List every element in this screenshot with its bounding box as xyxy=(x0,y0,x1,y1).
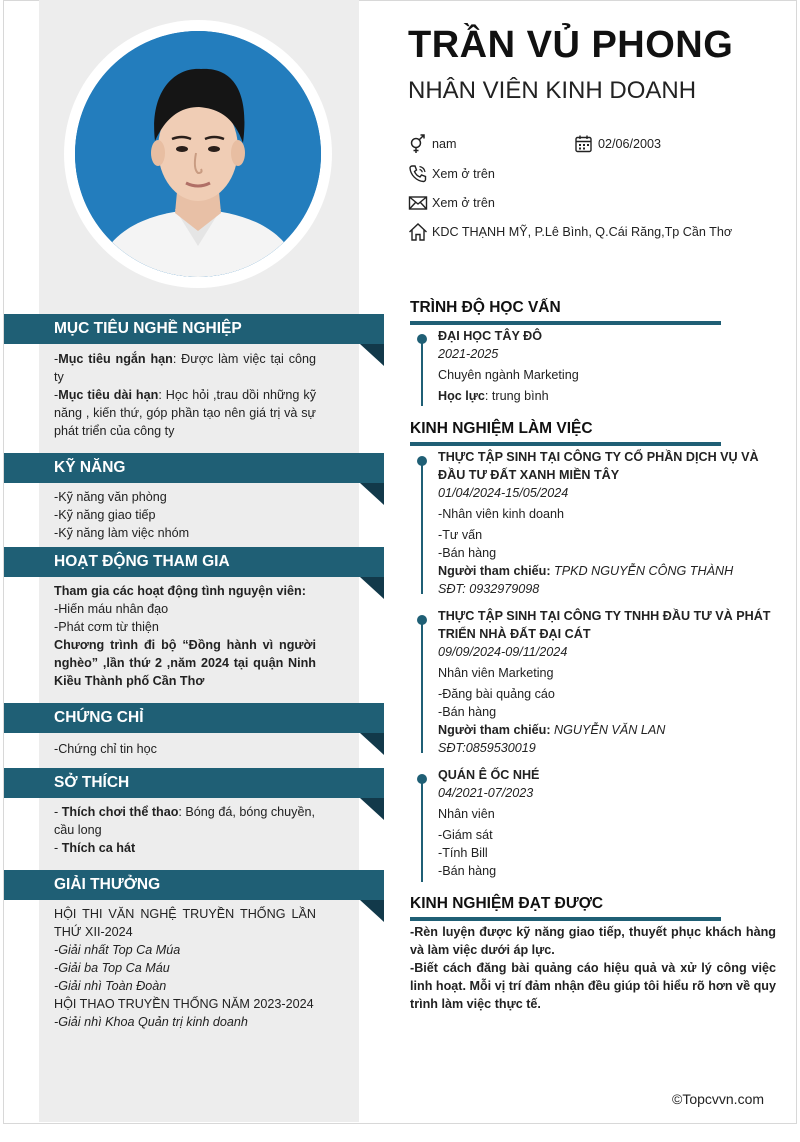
award-event: HỘI THI VĂN NGHỆ TRUYỀN THỐNG LẦN THỨ XII-2024 xyxy=(54,907,316,939)
job-task: -Bán hàng xyxy=(438,705,497,719)
certificate-item: -Chứng chỉ tin học xyxy=(54,742,157,756)
gender-row xyxy=(408,134,457,154)
reference-name: NGUYỄN VĂN LAN xyxy=(550,723,666,737)
job-role: -Nhân viên kinh doanh xyxy=(438,507,565,521)
avatar xyxy=(75,31,321,277)
achievement-item: -Biết cách đăng bài quảng cáo hiệu quả và xử lý công việc linh hoạt. Mỗi vị trí đảm nhận đều giúp tôi hiểu rõ hơn về quy trình làm việc thực tế. xyxy=(410,961,776,1011)
job-role: Nhân viên Marketing xyxy=(438,666,554,680)
long-term-label: Mục tiêu dài hạn xyxy=(58,388,159,402)
home-icon xyxy=(408,222,428,242)
reference-label: Người tham chiếu: xyxy=(438,723,551,737)
email-value: Xem ở trên xyxy=(432,196,495,210)
award-event: HỘI THAO TRUYỀN THỐNG NĂM 2023-2024 xyxy=(54,997,314,1011)
hobby-bullet: - xyxy=(54,805,62,819)
activities-intro: Tham gia các hoạt động tình nguyện viên: xyxy=(54,584,306,598)
objective-heading: MỤC TIÊU NGHỀ NGHIỆP xyxy=(4,314,384,344)
ribbon-fold xyxy=(360,900,384,922)
gender-value: nam xyxy=(432,137,457,151)
job-block xyxy=(438,607,778,757)
job-title: NHÂN VIÊN KINH DOANH xyxy=(408,77,697,104)
job-task: -Bán hàng xyxy=(438,864,497,878)
hobbies-section xyxy=(4,768,384,857)
education-block xyxy=(438,327,778,405)
birthday-value: 02/06/2003 xyxy=(598,137,662,151)
grade-value: : trung bình xyxy=(484,389,549,403)
short-term-text: : Được làm việc tại công ty xyxy=(54,352,316,384)
reference-label: Người tham chiếu: xyxy=(438,564,551,578)
job-period: 01/04/2024-15/05/2024 xyxy=(438,486,569,500)
ribbon-fold xyxy=(360,733,384,755)
activities-body xyxy=(4,577,384,690)
education-timeline-dot xyxy=(417,334,427,344)
activities-heading: HOẠT ĐỘNG THAM GIA xyxy=(4,547,384,577)
skills-heading: KỸ NĂNG xyxy=(4,453,384,483)
job-period: 09/09/2024-09/11/2024 xyxy=(438,645,568,659)
email-icon xyxy=(408,193,428,213)
certificates-heading: CHỨNG CHỈ xyxy=(4,703,384,733)
avatar-portrait-icon xyxy=(75,31,321,277)
hobby-sing xyxy=(54,839,316,857)
birthday-row xyxy=(574,134,661,154)
hobbies-heading: SỞ THÍCH xyxy=(4,768,384,798)
skill-item: -Kỹ năng làm việc nhóm xyxy=(54,526,190,540)
awards-heading: GIẢI THƯỞNG xyxy=(4,870,384,900)
activity-program: Chương trình đi bộ “Đồng hành vì người nghèo” ,lần thứ 2 ,năm 2024 tại quận Ninh Kiều Thành phố Cần Thơ xyxy=(54,638,316,688)
address-row xyxy=(408,222,732,242)
education-grade xyxy=(438,387,778,405)
reference-name: TPKD NGUYỄN CÔNG THÀNH xyxy=(550,564,734,578)
certificates-section xyxy=(4,703,384,758)
copyright-footer: ©Topcvvn.com xyxy=(672,1091,765,1107)
award-item: -Giải nhì Khoa Quản trị kinh doanh xyxy=(54,1015,248,1029)
achievements-body xyxy=(410,923,776,1013)
job-timeline-line xyxy=(421,623,423,753)
phone-row xyxy=(408,164,495,184)
skill-item: -Kỹ năng giao tiếp xyxy=(54,508,156,522)
awards-body xyxy=(4,900,384,1031)
job-task: -Đăng bài quảng cáo xyxy=(438,687,555,701)
activity-item: -Phát cơm từ thiện xyxy=(54,620,159,634)
hobbies-body xyxy=(4,798,384,857)
address-value: KDC THẠNH MỸ, P.Lê Bình, Q.Cái Răng,Tp Cần Thơ xyxy=(432,225,733,239)
short-term-objective: -Mục tiêu ngắn hạn: Được làm việc tại công ty xyxy=(54,352,316,384)
hobby-sport xyxy=(54,803,316,839)
job-role: Nhân viên xyxy=(438,807,495,821)
hobby-bullet: - xyxy=(54,841,62,855)
achievements-heading: KINH NGHIỆM ĐẠT ĐƯỢC xyxy=(410,895,721,921)
award-item: -Giải ba Top Ca Máu xyxy=(54,961,170,975)
award-item: -Giải nhì Toàn Đoàn xyxy=(54,979,167,993)
skill-item: -Kỹ năng văn phòng xyxy=(54,490,167,504)
activities-section xyxy=(4,547,384,690)
job-task: -Bán hàng xyxy=(438,546,497,560)
job-period: 04/2021-07/2023 xyxy=(438,786,534,800)
award-item: -Giải nhất Top Ca Múa xyxy=(54,943,181,957)
candidate-name: TRẦN VỦ PHONG xyxy=(408,24,734,66)
certificates-body xyxy=(4,733,384,758)
job-task: -Giám sát xyxy=(438,828,493,842)
hobby-sport-label: Thích chơi thể thao xyxy=(61,805,179,819)
job-block xyxy=(438,448,778,598)
hobby-sing-label: Thích ca hát xyxy=(61,841,136,855)
long-term-objective: -Mục tiêu dài hạn: Học hỏi ,trau dồi những kỹ năng , kiến thứ, góp phần tạo nên giá trị và sự phát triển của công ty xyxy=(54,388,316,438)
ribbon-fold xyxy=(360,344,384,366)
objective-section xyxy=(4,314,384,440)
short-term-label: Mục tiêu ngắn hạn xyxy=(58,352,173,366)
calendar-icon xyxy=(574,134,594,154)
job-reference xyxy=(438,562,778,580)
objective-body xyxy=(4,344,384,440)
gender-icon xyxy=(408,134,428,154)
job-task: -Tính Bill xyxy=(438,846,488,860)
experience-heading: KINH NGHIỆM LÀM VIỆC xyxy=(410,420,721,446)
ribbon-fold xyxy=(360,798,384,820)
hobby-sport-text: : Bóng đá, bóng chuyền, cầu long xyxy=(54,805,315,837)
job-timeline-dot xyxy=(417,456,427,466)
reference-phone: SĐT: 0932979098 xyxy=(438,582,540,596)
skills-section xyxy=(4,453,384,542)
school-name: ĐẠI HỌC TÂY ĐÔ xyxy=(438,329,543,343)
ribbon-fold xyxy=(360,483,384,505)
job-company: THỰC TẬP SINH TẠI CÔNG TY CỔ PHẦN DỊCH VỤ VÀ ĐẦU TƯ ĐẤT XANH MIỀN TÂY xyxy=(438,450,759,482)
reference-phone: SĐT:0859530019 xyxy=(438,741,536,755)
job-company: QUÁN Ê ỐC NHÉ xyxy=(438,768,540,782)
job-timeline-line xyxy=(421,782,423,882)
grade-label: Học lực xyxy=(438,389,485,403)
achievement-item: -Rèn luyện được kỹ năng giao tiếp, thuyết phục khách hàng và làm việc dưới áp lực. xyxy=(410,925,776,957)
education-heading: TRÌNH ĐỘ HỌC VẤN xyxy=(410,299,721,325)
awards-section xyxy=(4,870,384,1031)
skills-body xyxy=(4,483,384,542)
job-task: -Tư vấn xyxy=(438,528,483,542)
phone-value: Xem ở trên xyxy=(432,167,495,181)
ribbon-fold xyxy=(360,577,384,599)
job-timeline-dot xyxy=(417,615,427,625)
job-timeline-dot xyxy=(417,774,427,784)
job-block xyxy=(438,766,778,880)
job-reference xyxy=(438,721,778,739)
job-company: THỰC TẬP SINH TẠI CÔNG TY TNHH ĐẦU TƯ VÀ PHÁT TRIỂN NHÀ ĐẤT ĐẠI CÁT xyxy=(438,609,771,641)
education-timeline-line xyxy=(421,340,423,406)
job-timeline-line xyxy=(421,464,423,594)
phone-icon xyxy=(408,164,428,184)
education-period: 2021-2025 xyxy=(438,347,499,361)
long-term-text: : Học hỏi ,trau dồi những kỹ năng , kiến thứ, góp phần tạo nên giá trị và sự phát triển của công ty xyxy=(54,388,316,438)
education-major: Chuyên ngành Marketing xyxy=(438,368,579,382)
activity-item: -Hiến máu nhân đạo xyxy=(54,602,169,616)
email-row xyxy=(408,193,495,213)
